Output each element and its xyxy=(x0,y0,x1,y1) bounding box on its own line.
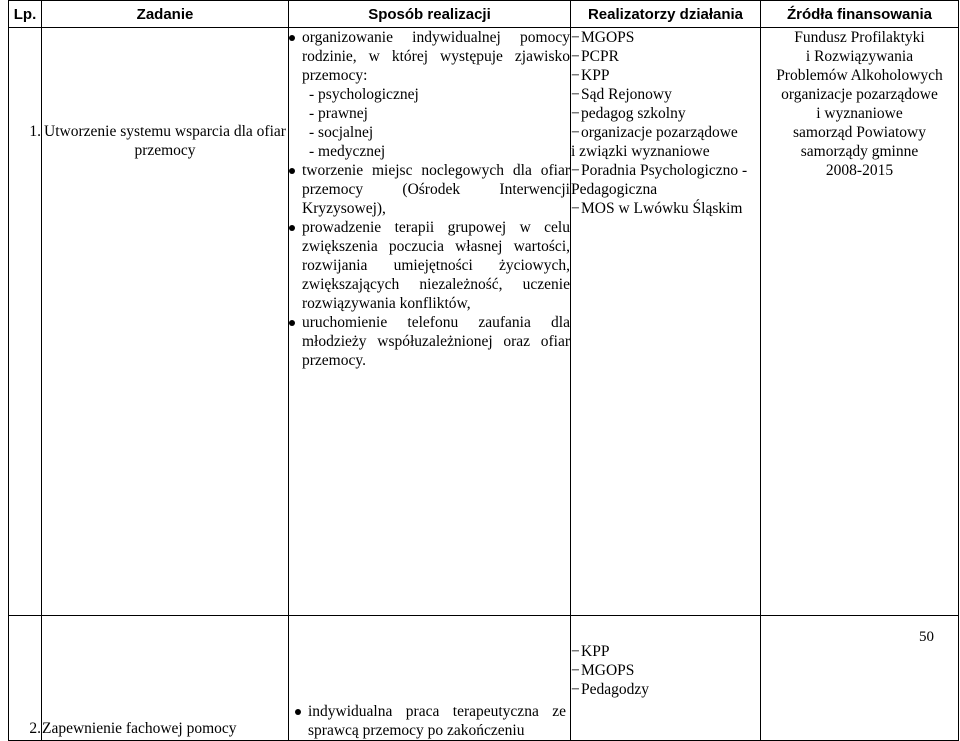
header-task: Zadanie xyxy=(42,1,289,28)
task-cell: Zapewnienie fachowej pomocy xyxy=(42,616,289,741)
actor-item: − KPP xyxy=(571,67,610,84)
method-cell xyxy=(289,28,571,616)
row-number: 1. xyxy=(9,28,42,616)
dash-icon: − xyxy=(571,662,580,679)
method-cell xyxy=(289,616,571,741)
actor-item: − organizacje pozarządowe xyxy=(571,124,738,141)
actor-item: − MGOPS xyxy=(571,662,635,679)
funding-line: Fundusz Profilaktyki xyxy=(794,29,925,46)
actor-item: − MGOPS xyxy=(571,29,635,46)
method-subitem: - psychologicznej xyxy=(309,86,419,103)
funding-line: organizacje pozarządowe xyxy=(781,86,938,103)
actor-item: − Pedagodzy xyxy=(571,681,650,698)
dash-icon: − xyxy=(571,105,580,122)
funding-line: samorządy gminne xyxy=(800,143,919,160)
header-funding: Źródła finansowania xyxy=(761,1,959,28)
actor-item: − MOS w Lwówku Śląskim xyxy=(571,200,743,217)
actor-item: − Poradnia Psychologiczno - xyxy=(571,162,748,179)
method-item: uruchomienie telefonu zaufania dla młodzieży współuzależnionej oraz ofiar przemocy. xyxy=(289,313,570,370)
method-item: tworzenie miejsc noclegowych dla ofiar przemocy (Ośrodek Interwencji Kryzysowej), xyxy=(289,161,570,218)
funding-line: i Rozwiązywania xyxy=(805,48,914,65)
action-table xyxy=(8,0,959,741)
table-row xyxy=(9,28,959,616)
bullet-icon xyxy=(289,35,295,41)
page-number: 50 xyxy=(919,629,934,645)
bullet-icon xyxy=(289,225,295,231)
method-subitem: - prawnej xyxy=(309,105,368,122)
actor-item: − pedagog szkolny xyxy=(571,105,686,122)
dash-icon: − xyxy=(571,200,580,217)
actor-item: − PCPR xyxy=(571,48,619,65)
actors-cell xyxy=(571,28,761,616)
funding-line: Problemów Alkoholowych xyxy=(776,67,943,84)
dash-icon: − xyxy=(571,643,580,660)
header-lp: Lp. xyxy=(9,1,42,28)
funding-line: samorząd Powiatowy xyxy=(792,124,926,141)
dash-icon: − xyxy=(571,48,580,65)
method-item: indywidualna praca terapeutyczna ze sprawcą przemocy po zakończeniu xyxy=(295,702,566,740)
method-item: prowadzenie terapii grupowej w celu zwiększenia poczucia własnej wartości, rozwijania umiejętności życiowych, zwiększających niezależność, uczenie rozwiązywania konfliktów, xyxy=(289,218,570,313)
method-subitem: - socjalnej xyxy=(309,124,374,141)
bullet-icon xyxy=(289,168,295,174)
task-cell: Utworzenie systemu wsparcia dla ofiar przemocy xyxy=(42,28,289,616)
actor-continuation: Pedagogiczna xyxy=(571,181,658,198)
actor-item: − KPP xyxy=(571,643,610,660)
actor-item: − Sąd Rejonowy xyxy=(571,86,672,103)
header-actors: Realizatorzy działania xyxy=(571,1,761,28)
header-method: Sposób realizacji xyxy=(289,1,571,28)
row-number: 2. xyxy=(9,616,42,741)
funding-line: i wyznaniowe xyxy=(816,105,903,122)
dash-icon: − xyxy=(571,29,580,46)
bullet-icon xyxy=(289,320,295,326)
funding-line: 2008-2015 xyxy=(825,162,894,179)
dash-icon: − xyxy=(571,86,580,103)
actor-continuation: i związki wyznaniowe xyxy=(571,143,710,160)
method-subitem: - medycznej xyxy=(309,143,386,160)
bullet-icon xyxy=(295,709,301,715)
dash-icon: − xyxy=(571,162,580,179)
dash-icon: − xyxy=(571,124,580,141)
actors-cell xyxy=(571,616,761,741)
table-row xyxy=(9,616,959,741)
funding-cell xyxy=(761,28,959,616)
method-item: organizowanie indywidualnej pomocy rodzinie, w której występuje zjawisko przemocy: xyxy=(289,28,570,85)
table-header-row xyxy=(9,1,959,28)
dash-icon: − xyxy=(571,681,580,698)
dash-icon: − xyxy=(571,67,580,84)
